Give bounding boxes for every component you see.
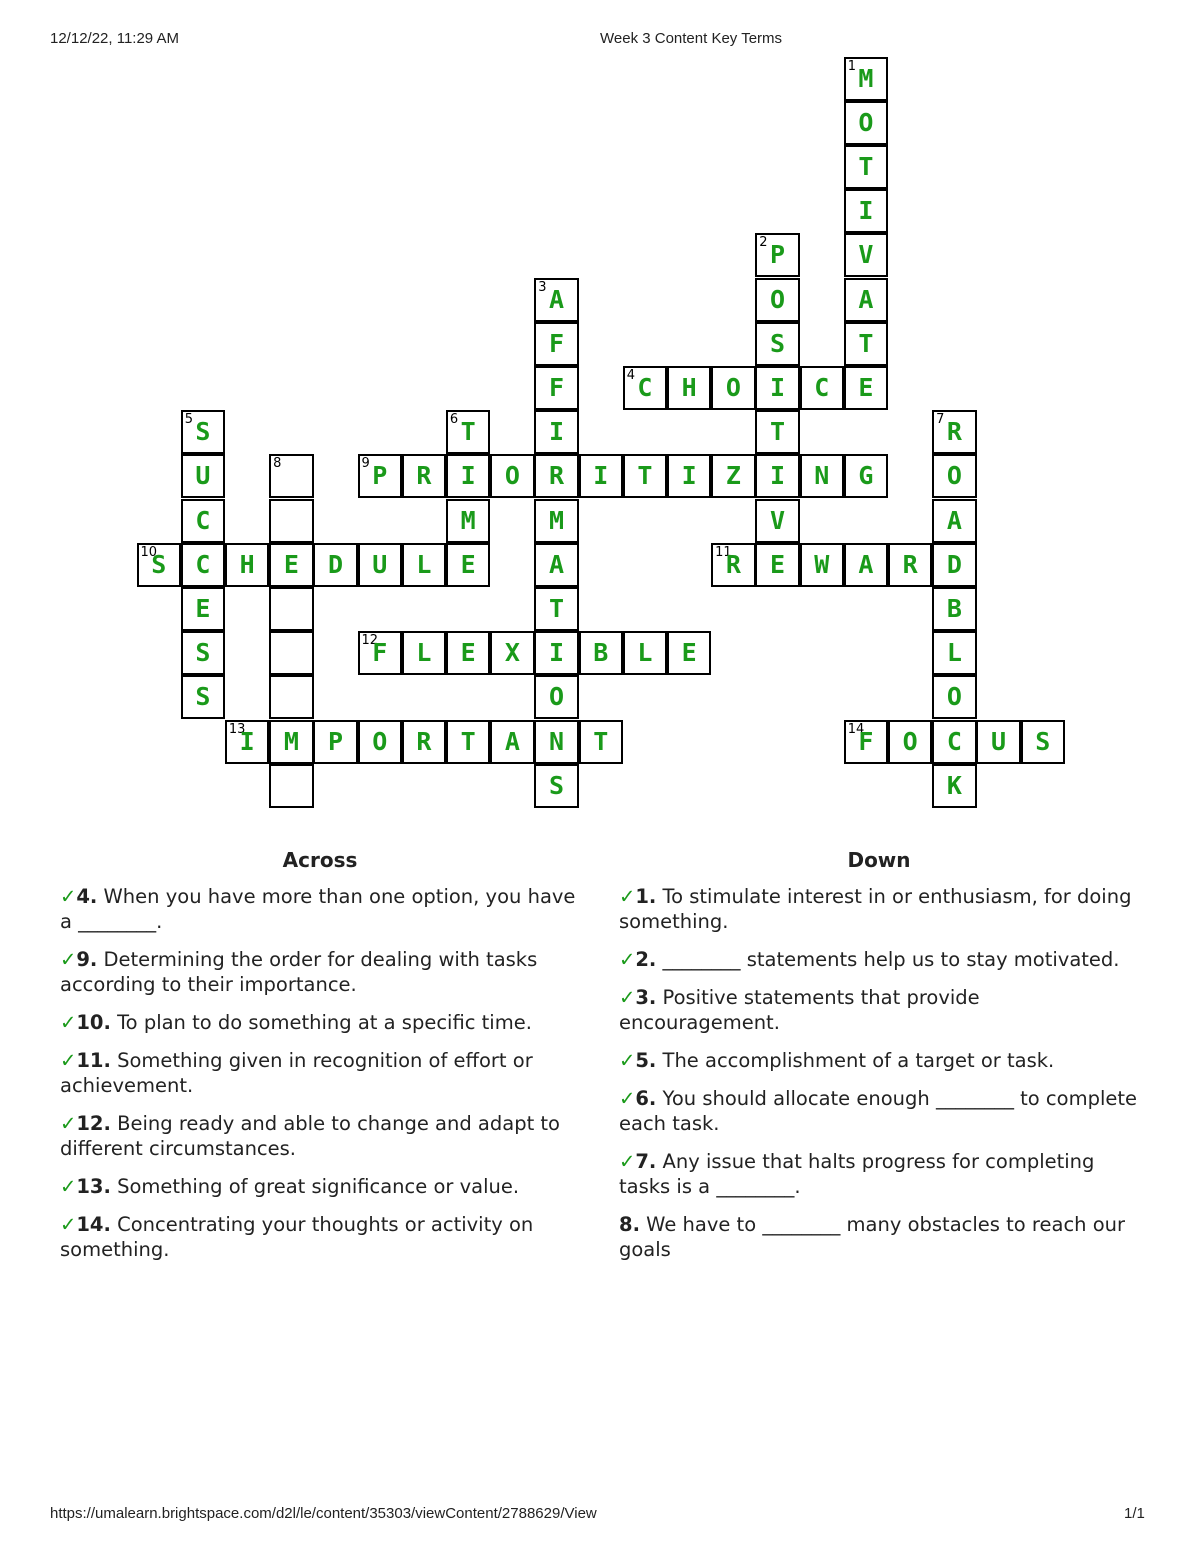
cell-letter: O bbox=[946, 682, 962, 712]
grid-cell[interactable] bbox=[269, 675, 314, 719]
grid-cell[interactable] bbox=[137, 543, 182, 587]
clue-number: 6 bbox=[449, 412, 459, 428]
grid-cell[interactable] bbox=[844, 57, 889, 101]
grid-cell[interactable] bbox=[932, 543, 977, 587]
cell-letter: T bbox=[637, 461, 653, 491]
down-clue bbox=[619, 1212, 1139, 1262]
cell-letter: B bbox=[593, 638, 609, 668]
cell-letter: W bbox=[814, 549, 830, 579]
grid-cell[interactable] bbox=[755, 278, 800, 322]
cell-letter: D bbox=[946, 549, 962, 579]
check-icon: ✓ bbox=[60, 1112, 77, 1135]
grid-cell[interactable] bbox=[534, 675, 579, 719]
cell-letter: S bbox=[770, 328, 786, 358]
check-icon: ✓ bbox=[619, 1150, 636, 1173]
grid-cell[interactable] bbox=[932, 499, 977, 543]
cell-letter: E bbox=[858, 372, 874, 402]
clue-number: 2. bbox=[635, 948, 657, 971]
cell-letter: P bbox=[372, 461, 388, 491]
cell-letter: F bbox=[549, 328, 565, 358]
down-clue bbox=[619, 1048, 1139, 1073]
grid-cell[interactable] bbox=[534, 366, 579, 410]
check-icon: ✓ bbox=[619, 948, 636, 971]
cell-letter: C bbox=[946, 726, 962, 756]
across-clues bbox=[60, 848, 580, 1275]
grid-cell[interactable] bbox=[1021, 720, 1066, 764]
cell-letter: C bbox=[637, 372, 653, 402]
cell-letter: F bbox=[549, 372, 565, 402]
grid-cell[interactable] bbox=[181, 587, 226, 631]
grid-cell[interactable] bbox=[358, 454, 403, 498]
cell-letter: S bbox=[195, 682, 211, 712]
clue-number: 14. bbox=[76, 1213, 111, 1236]
down-clue-list bbox=[619, 884, 1139, 1262]
grid-cell[interactable] bbox=[711, 366, 756, 410]
cell-letter: T bbox=[460, 417, 476, 447]
check-icon: ✓ bbox=[619, 1049, 636, 1072]
grid-cell[interactable] bbox=[534, 764, 579, 808]
grid-cell[interactable] bbox=[534, 278, 579, 322]
cell-letter: G bbox=[858, 461, 874, 491]
grid-cell[interactable] bbox=[446, 499, 491, 543]
grid-cell[interactable] bbox=[976, 720, 1021, 764]
grid-cell[interactable] bbox=[269, 499, 314, 543]
grid-cell[interactable] bbox=[932, 410, 977, 454]
grid-cell[interactable] bbox=[667, 454, 712, 498]
grid-cell[interactable] bbox=[844, 101, 889, 145]
clue-number: 5. bbox=[635, 1049, 657, 1072]
cell-letter: O bbox=[725, 372, 741, 402]
print-datetime: 12/12/22, 11:29 AM bbox=[50, 30, 179, 47]
cell-letter: O bbox=[858, 107, 874, 137]
across-clue bbox=[60, 1048, 580, 1098]
grid-cell[interactable] bbox=[534, 410, 579, 454]
cell-letter: M bbox=[858, 63, 874, 93]
grid-cell[interactable] bbox=[402, 720, 447, 764]
grid-cell[interactable] bbox=[446, 720, 491, 764]
clue-number: 3 bbox=[538, 279, 547, 295]
across-clue bbox=[60, 1212, 580, 1262]
check-icon: ✓ bbox=[619, 885, 636, 908]
clue-number: 11 bbox=[715, 544, 732, 560]
cell-letter: K bbox=[946, 770, 962, 800]
cell-letter: L bbox=[637, 638, 653, 668]
grid-cell[interactable] bbox=[844, 278, 889, 322]
grid-cell[interactable] bbox=[579, 720, 624, 764]
grid-cell[interactable] bbox=[269, 454, 314, 498]
clue-text: Determining the order for dealing with tasks according to their importance. bbox=[60, 948, 538, 996]
cell-letter: T bbox=[858, 328, 874, 358]
grid-cell[interactable] bbox=[269, 764, 314, 808]
cell-letter: F bbox=[372, 638, 388, 668]
grid-cell[interactable] bbox=[844, 322, 889, 366]
clue-text: When you have more than one option, you have a ________. bbox=[60, 885, 576, 933]
grid-cell[interactable] bbox=[623, 631, 668, 675]
grid-cell[interactable] bbox=[269, 543, 314, 587]
cell-letter: E bbox=[770, 549, 786, 579]
cell-letter: Z bbox=[725, 461, 741, 491]
grid-cell[interactable] bbox=[446, 454, 491, 498]
clue-number: 12. bbox=[76, 1112, 111, 1135]
clue-number: 10. bbox=[76, 1011, 111, 1034]
check-icon: ✓ bbox=[60, 948, 77, 971]
clue-number: 8. bbox=[619, 1213, 640, 1236]
grid-cell[interactable] bbox=[534, 631, 579, 675]
cell-letter: E bbox=[460, 638, 476, 668]
cell-letter: U bbox=[372, 549, 388, 579]
across-clue-list bbox=[60, 884, 580, 1262]
cell-letter: X bbox=[504, 638, 520, 668]
grid-cell[interactable] bbox=[844, 454, 889, 498]
grid-cell[interactable] bbox=[269, 720, 314, 764]
grid-cell[interactable] bbox=[932, 675, 977, 719]
grid-cell[interactable] bbox=[755, 322, 800, 366]
grid-cell[interactable] bbox=[225, 720, 270, 764]
grid-cell[interactable] bbox=[490, 454, 535, 498]
cell-letter: S bbox=[549, 770, 565, 800]
cell-letter: R bbox=[549, 461, 565, 491]
grid-cell[interactable] bbox=[181, 543, 226, 587]
clue-number: 11. bbox=[76, 1049, 111, 1072]
grid-cell[interactable] bbox=[755, 543, 800, 587]
cell-letter: O bbox=[902, 726, 918, 756]
clue-number: 3. bbox=[635, 986, 657, 1009]
grid-cell[interactable] bbox=[534, 587, 579, 631]
grid-cell[interactable] bbox=[844, 543, 889, 587]
cell-letter: T bbox=[460, 726, 476, 756]
grid-cell[interactable] bbox=[844, 233, 889, 277]
cell-letter: T bbox=[549, 593, 565, 623]
across-clue bbox=[60, 884, 580, 934]
clue-number: 9. bbox=[76, 948, 98, 971]
clue-number: 14 bbox=[847, 721, 865, 737]
cell-letter: O bbox=[372, 726, 388, 756]
grid-cell[interactable] bbox=[667, 366, 712, 410]
grid-cell[interactable] bbox=[446, 410, 491, 454]
grid-cell[interactable] bbox=[623, 366, 668, 410]
clue-number: 8 bbox=[273, 456, 282, 472]
grid-cell[interactable] bbox=[490, 631, 535, 675]
clue-number: 6. bbox=[635, 1087, 657, 1110]
cell-letter: S bbox=[195, 417, 211, 447]
across-heading: Across bbox=[282, 848, 358, 872]
clue-text: Being ready and able to change and adapt to different circumstances. bbox=[60, 1112, 560, 1160]
down-clue bbox=[619, 985, 1139, 1035]
grid-cell[interactable] bbox=[800, 366, 845, 410]
cell-letter: A bbox=[504, 726, 520, 756]
clue-text: To plan to do something at a specific time. bbox=[110, 1011, 532, 1034]
cell-letter: T bbox=[770, 417, 786, 447]
grid-cell[interactable] bbox=[534, 454, 579, 498]
grid-cell[interactable] bbox=[579, 454, 624, 498]
clue-text: Any issue that halts progress for completing tasks is a ________. bbox=[619, 1150, 1095, 1198]
cell-letter: R bbox=[416, 461, 432, 491]
down-clue bbox=[619, 1149, 1139, 1199]
cell-letter: A bbox=[549, 284, 565, 314]
clue-number: 9 bbox=[361, 456, 370, 472]
grid-cell[interactable] bbox=[225, 543, 270, 587]
cell-letter: S bbox=[151, 549, 167, 579]
grid-cell[interactable] bbox=[888, 720, 933, 764]
clue-text: Positive statements that provide encouragement. bbox=[619, 986, 980, 1034]
clue-text: ________ statements help us to stay motivated. bbox=[656, 948, 1120, 971]
cell-letter: D bbox=[328, 549, 344, 579]
down-clue bbox=[619, 884, 1139, 934]
cell-letter: R bbox=[725, 549, 741, 579]
cell-letter: E bbox=[283, 549, 299, 579]
cell-letter: A bbox=[858, 549, 874, 579]
grid-cell[interactable] bbox=[402, 631, 447, 675]
grid-cell[interactable] bbox=[755, 233, 800, 277]
grid-cell[interactable] bbox=[932, 454, 977, 498]
clue-number: 13 bbox=[228, 721, 246, 737]
grid-cell[interactable] bbox=[623, 454, 668, 498]
cell-letter: R bbox=[416, 726, 432, 756]
grid-cell[interactable] bbox=[181, 499, 226, 543]
grid-cell[interactable] bbox=[888, 543, 933, 587]
grid-cell[interactable] bbox=[358, 543, 403, 587]
cell-letter: P bbox=[770, 240, 786, 270]
check-icon: ✓ bbox=[60, 885, 77, 908]
cell-letter: E bbox=[460, 549, 476, 579]
clue-number: 2 bbox=[759, 235, 768, 251]
cell-letter: A bbox=[946, 505, 962, 535]
grid-cell[interactable] bbox=[932, 587, 977, 631]
clue-number: 4. bbox=[76, 885, 98, 908]
down-clue bbox=[619, 947, 1139, 972]
grid-cell[interactable] bbox=[711, 454, 756, 498]
cell-letter: I bbox=[681, 461, 697, 491]
down-heading: Down bbox=[847, 848, 911, 872]
grid-cell[interactable] bbox=[269, 631, 314, 675]
grid-cell[interactable] bbox=[932, 720, 977, 764]
cell-letter: U bbox=[991, 726, 1007, 756]
grid-cell[interactable] bbox=[534, 499, 579, 543]
down-clues bbox=[619, 848, 1139, 1275]
grid-cell[interactable] bbox=[579, 631, 624, 675]
cell-letter: I bbox=[549, 638, 565, 668]
cell-letter: I bbox=[593, 461, 609, 491]
clue-number: 4 bbox=[626, 367, 635, 383]
check-icon: ✓ bbox=[60, 1011, 77, 1034]
cell-letter: B bbox=[946, 593, 962, 623]
cell-letter: L bbox=[946, 638, 962, 668]
grid-cell[interactable] bbox=[534, 322, 579, 366]
cell-letter: V bbox=[770, 505, 786, 535]
grid-cell[interactable] bbox=[755, 499, 800, 543]
grid-cell[interactable] bbox=[534, 720, 579, 764]
cell-letter: N bbox=[549, 726, 565, 756]
cell-letter: O bbox=[549, 682, 565, 712]
cell-letter: N bbox=[814, 461, 830, 491]
cell-letter: M bbox=[460, 505, 476, 535]
grid-cell[interactable] bbox=[313, 543, 358, 587]
page-url: https://umalearn.brightspace.com/d2l/le/content/35303/viewContent/2788629/View bbox=[50, 1505, 597, 1522]
clue-number: 12 bbox=[361, 633, 379, 649]
clue-text: The accomplishment of a target or task. bbox=[656, 1049, 1055, 1072]
cell-letter: M bbox=[549, 505, 565, 535]
clue-number: 10 bbox=[140, 544, 158, 560]
across-clue bbox=[60, 1010, 580, 1035]
grid-cell[interactable] bbox=[490, 720, 535, 764]
cell-letter: L bbox=[416, 638, 432, 668]
page-title: Week 3 Content Key Terms bbox=[600, 30, 783, 47]
cell-letter: I bbox=[239, 726, 255, 756]
clue-number: 5 bbox=[184, 412, 193, 428]
cell-letter: C bbox=[195, 505, 211, 535]
grid-cell[interactable] bbox=[446, 543, 491, 587]
check-icon: ✓ bbox=[60, 1175, 77, 1198]
cell-letter: T bbox=[858, 151, 874, 181]
cell-letter: T bbox=[593, 726, 609, 756]
cell-letter: S bbox=[195, 638, 211, 668]
clue-number: 1 bbox=[847, 58, 856, 74]
grid-cell[interactable] bbox=[313, 720, 358, 764]
grid-cell[interactable] bbox=[358, 631, 403, 675]
clue-text: We have to ________ many obstacles to reach our goals bbox=[619, 1213, 1126, 1261]
check-icon: ✓ bbox=[60, 1049, 77, 1072]
grid-cell[interactable] bbox=[711, 543, 756, 587]
grid-cell[interactable] bbox=[358, 720, 403, 764]
grid-cell[interactable] bbox=[181, 454, 226, 498]
clue-text: You should allocate enough ________ to complete each task. bbox=[619, 1087, 1138, 1135]
grid-cell[interactable] bbox=[402, 543, 447, 587]
cell-letter: E bbox=[681, 638, 697, 668]
cell-letter: A bbox=[858, 284, 874, 314]
cell-letter: I bbox=[549, 417, 565, 447]
grid-cell[interactable] bbox=[667, 631, 712, 675]
grid-cell[interactable] bbox=[800, 543, 845, 587]
grid-cell[interactable] bbox=[755, 366, 800, 410]
cell-letter: S bbox=[1035, 726, 1051, 756]
cell-letter: R bbox=[946, 417, 962, 447]
cell-letter: H bbox=[239, 549, 255, 579]
cell-letter: I bbox=[460, 461, 476, 491]
check-icon: ✓ bbox=[619, 986, 636, 1009]
cell-letter: A bbox=[549, 549, 565, 579]
clue-text: To stimulate interest in or enthusiasm, for doing something. bbox=[619, 885, 1132, 933]
clue-text: Something of great significance or value. bbox=[110, 1175, 520, 1198]
grid-cell[interactable] bbox=[755, 454, 800, 498]
clue-number: 7 bbox=[936, 412, 945, 428]
cell-letter: C bbox=[814, 372, 830, 402]
cell-letter: L bbox=[416, 549, 432, 579]
cell-letter: F bbox=[858, 726, 874, 756]
grid-cell[interactable] bbox=[932, 631, 977, 675]
clue-number: 7. bbox=[635, 1150, 657, 1173]
grid-cell[interactable] bbox=[800, 454, 845, 498]
check-icon: ✓ bbox=[619, 1087, 636, 1110]
cell-letter: I bbox=[858, 196, 874, 226]
cell-letter: C bbox=[195, 549, 211, 579]
cell-letter: P bbox=[328, 726, 344, 756]
down-clue bbox=[619, 1086, 1139, 1136]
grid-cell[interactable] bbox=[269, 587, 314, 631]
grid-cell[interactable] bbox=[932, 764, 977, 808]
clue-text: Something given in recognition of effort or achievement. bbox=[60, 1049, 533, 1097]
grid-cell[interactable] bbox=[844, 189, 889, 233]
grid-cell[interactable] bbox=[181, 410, 226, 454]
clue-text: Concentrating your thoughts or activity on something. bbox=[60, 1213, 534, 1261]
grid-cell[interactable] bbox=[844, 145, 889, 189]
cell-letter: O bbox=[504, 461, 520, 491]
cell-letter: I bbox=[770, 372, 786, 402]
check-icon: ✓ bbox=[60, 1213, 77, 1236]
grid-cell[interactable] bbox=[844, 720, 889, 764]
cell-letter: V bbox=[858, 240, 874, 270]
clue-number: 1. bbox=[635, 885, 657, 908]
clue-number: 13. bbox=[76, 1175, 111, 1198]
cell-letter: U bbox=[195, 461, 211, 491]
across-clue bbox=[60, 947, 580, 997]
grid-cell[interactable] bbox=[534, 543, 579, 587]
page-number: 1/1 bbox=[1124, 1505, 1145, 1522]
across-clue bbox=[60, 1174, 580, 1199]
cell-letter: E bbox=[195, 593, 211, 623]
cell-letter: R bbox=[902, 549, 918, 579]
grid-cell[interactable] bbox=[181, 675, 226, 719]
grid-cell[interactable] bbox=[755, 410, 800, 454]
cell-letter: O bbox=[946, 461, 962, 491]
across-clue bbox=[60, 1111, 580, 1161]
cell-letter: H bbox=[681, 372, 697, 402]
grid-cell[interactable] bbox=[181, 631, 226, 675]
grid-cell[interactable] bbox=[844, 366, 889, 410]
grid-cell[interactable] bbox=[402, 454, 447, 498]
grid-cell[interactable] bbox=[446, 631, 491, 675]
cell-letter: M bbox=[283, 726, 299, 756]
cell-letter: I bbox=[770, 461, 786, 491]
cell-letter: O bbox=[770, 284, 786, 314]
